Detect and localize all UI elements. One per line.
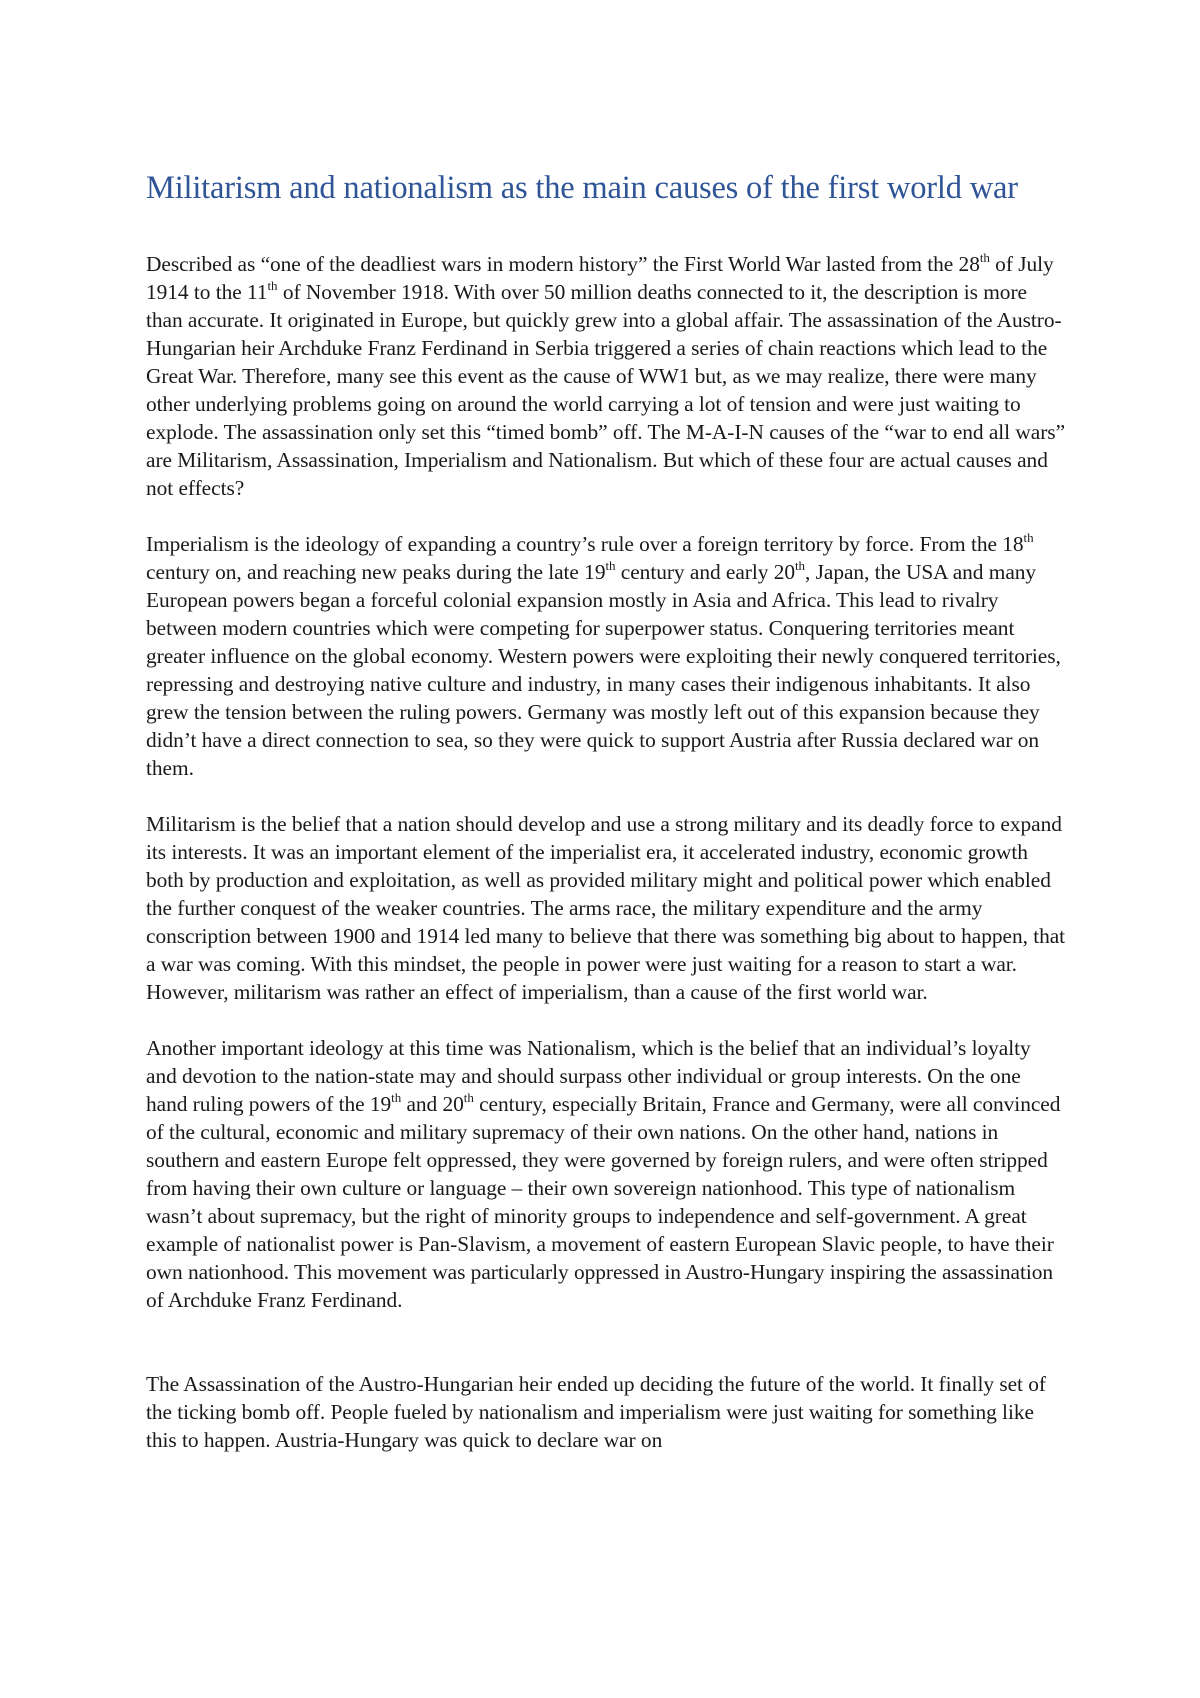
paragraph-nationalism <box>146 1034 1066 1314</box>
ordinal-suffix: th <box>979 249 990 265</box>
document-body <box>146 168 1066 1454</box>
text-run: Described as “one of the deadliest wars in modern history” the First World War lasted from the 28 <box>146 252 980 276</box>
ordinal-suffix: th <box>605 557 616 573</box>
ordinal-suffix: th <box>1023 529 1034 545</box>
ordinal-suffix: th <box>391 1089 402 1105</box>
paragraph-militarism <box>146 810 1066 1006</box>
paragraph-imperialism <box>146 530 1066 782</box>
ordinal-suffix: th <box>463 1089 474 1105</box>
text-run: of July 1914 to the 11 <box>146 252 1054 304</box>
text-run: Militarism is the belief that a nation should develop and use a strong military and its deadly force to expand its interests. It was an important element of the imperialist era, it accelerated industry, economic growth both by production and exploitation, as well as provided military might and political power which enabled the further conquest of the weaker countries. The arms race, the military expenditure and the army conscription between 1900 and 1914 led many to believe that there was something big about to happen, that a war was coming. With this mindset, the people in power were just waiting for a reason to start a war. However, militarism was rather an effect of imperialism, than a cause of the first world war. <box>146 812 1066 1004</box>
paragraph-assassination <box>146 1370 1066 1454</box>
text-run: Imperialism is the ideology of expanding a country’s rule over a foreign territory by force. From the 18 <box>146 532 1024 556</box>
text-run: The Assassination of the Austro-Hungarian heir ended up deciding the future of the world. It finally set of the ticking bomb off. People fueled by nationalism and imperialism were just waiting for something like this to happen. Austria-Hungary was quick to declare war on <box>146 1372 1046 1452</box>
text-run: , Japan, the USA and many European powers began a forceful colonial expansion mostly in Asia and Africa. This lead to rivalry between modern countries which were competing for superpower status. Conquering territories meant greater influence on the global economy. Western powers were exploiting their newly conquered territories, repressing and destroying native culture and industry, in many cases their indigenous inhabitants. It also grew the tension between the ruling powers. Germany was mostly left out of this expansion because they didn’t have a direct connection to sea, so they were quick to support Austria after Russia declared war on them. <box>146 560 1061 780</box>
ordinal-suffix: th <box>267 277 278 293</box>
document-title: Militarism and nationalism as the main causes of the first world war <box>146 170 1018 206</box>
ordinal-suffix: th <box>795 557 806 573</box>
text-run: century and early 20 <box>615 560 795 584</box>
text-run: century on, and reaching new peaks during the late 19 <box>146 560 606 584</box>
text-run: Another important ideology at this time was Nationalism, which is the belief that an individual’s loyalty and devotion to the nation-state may and should surpass other individual or group interests. On the one hand ruling powers of the 19 <box>146 1036 1031 1116</box>
text-run: of November 1918. With over 50 million deaths connected to it, the description is more than accurate. It originated in Europe, but quickly grew into a global affair. The assassination of the Austro-Hungarian heir Archduke Franz Ferdinand in Serbia triggered a series of chain reactions which lead to the Great War. Therefore, many see this event as the cause of WW1 but, as we may realize, there were many other underlying problems going on around the world carrying a lot of tension and were just waiting to explode. The assassination only set this “timed bomb” off. The M-A-I-N causes of the “war to end all wars” are Militarism, Assassination, Imperialism and Nationalism. But which of these four are actual causes and not effects? <box>146 280 1066 500</box>
text-run: century, especially Britain, France and Germany, were all convinced of the cultural, economic and military supremacy of their own nations. On the other hand, nations in southern and eastern Europe felt oppressed, they were governed by foreign rulers, and were often stripped from having their own culture or language – their own sovereign nationhood. This type of nationalism wasn’t about supremacy, but the right of minority groups to independence and self-government. A great example of nationalist power is Pan-Slavism, a movement of eastern European Slavic people, to have their own nationhood. This movement was particularly oppressed in Austro-Hungary inspiring the assassination of Archduke Franz Ferdinand. <box>146 1092 1061 1312</box>
text-run: and 20 <box>401 1092 464 1116</box>
paragraph-intro <box>146 250 1066 502</box>
